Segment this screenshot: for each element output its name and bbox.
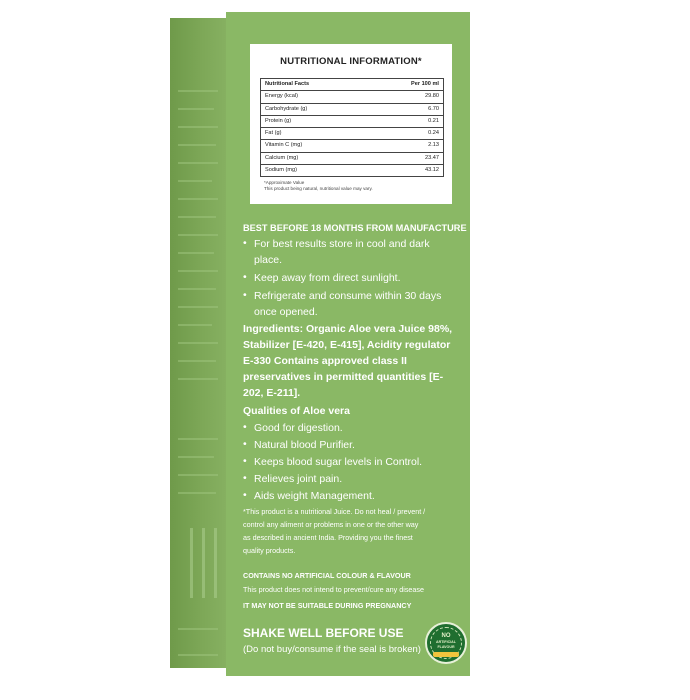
disclaimer-line: *This product is a nutritional Juice. Do not heal / prevent / bbox=[243, 507, 426, 516]
side-text-line bbox=[178, 252, 214, 254]
nutrition-row bbox=[261, 153, 443, 165]
badge-text: ARTIFICIAL bbox=[436, 640, 456, 644]
side-text-line bbox=[178, 288, 216, 290]
side-text-line bbox=[178, 324, 212, 326]
nutrition-value: 0.21 bbox=[428, 117, 439, 124]
storage-bullet: For best results store in cool and dark bbox=[254, 238, 430, 250]
nutrition-value: 6.70 bbox=[428, 105, 439, 112]
bullet-icon: • bbox=[243, 455, 247, 467]
side-text-line bbox=[178, 628, 218, 630]
bullet-icon: • bbox=[243, 421, 247, 433]
nutrition-label: Carbohydrate (g) bbox=[265, 105, 308, 112]
side-text-line bbox=[178, 342, 218, 344]
bullet-icon: • bbox=[243, 289, 247, 301]
nutrition-value: 43.12 bbox=[425, 167, 439, 174]
nutrition-value: 2.13 bbox=[428, 142, 439, 149]
nutrition-header-row bbox=[261, 79, 443, 91]
side-text-line bbox=[178, 306, 218, 308]
quality-item: Good for digestion. bbox=[254, 422, 343, 434]
no-artificial-flavour-badge bbox=[425, 622, 467, 664]
box-side-panel bbox=[170, 18, 226, 668]
ingredients-line: Stabilizer [E-420, E-415], Acidity regulator bbox=[243, 339, 451, 351]
nutrition-value: 29.80 bbox=[425, 93, 439, 100]
side-text-line bbox=[178, 654, 218, 656]
nutrition-row bbox=[261, 104, 443, 116]
quality-item: Keeps blood sugar levels in Control. bbox=[254, 456, 423, 468]
badge-ribbon bbox=[433, 652, 459, 657]
side-text-line bbox=[178, 492, 216, 494]
nutrition-row bbox=[261, 91, 443, 103]
disclaimer-line: control any aliment or problems in one or the other way bbox=[243, 520, 419, 529]
storage-heading: BEST BEFORE 18 MONTHS FROM MANUFACTURE bbox=[243, 223, 467, 233]
side-graphic bbox=[190, 528, 193, 598]
storage-bullet: Keep away from direct sunlight. bbox=[254, 272, 401, 284]
disclaimer-line: quality products. bbox=[243, 546, 296, 555]
side-text-line bbox=[178, 234, 218, 236]
storage-bullet: Refrigerate and consume within 30 days bbox=[254, 290, 442, 302]
nutrition-note-line: *Approximate Value bbox=[264, 180, 305, 185]
nutrition-label: Calcium (mg) bbox=[265, 154, 299, 161]
side-graphic bbox=[202, 528, 205, 598]
quality-item: Relieves joint pain. bbox=[254, 473, 343, 485]
side-text-line bbox=[178, 360, 216, 362]
side-text-line bbox=[178, 474, 218, 476]
ingredients-line: Ingredients: Organic Aloe vera Juice 98%, bbox=[243, 323, 453, 335]
side-text-line bbox=[178, 198, 218, 200]
bullet-icon: • bbox=[243, 489, 247, 501]
nutrition-label: Fat (g) bbox=[265, 130, 282, 137]
bullet-icon: • bbox=[243, 438, 247, 450]
side-text-line bbox=[178, 144, 216, 146]
nutrition-row bbox=[261, 165, 443, 176]
qualities-heading: Qualities of Aloe vera bbox=[243, 405, 350, 417]
nutrition-label: Sodium (mg) bbox=[265, 167, 298, 174]
disclaimer-line: as described in ancient India. Providing you the finest bbox=[243, 533, 413, 542]
claim-no-artificial: CONTAINS NO ARTIFICIAL COLOUR & FLAVOUR bbox=[243, 571, 411, 580]
nutrition-note-line: This product being natural, nutritional value may vary. bbox=[264, 186, 373, 191]
side-text-line bbox=[178, 90, 218, 92]
ingredients-line: E-330 Contains approved class II bbox=[243, 355, 407, 367]
side-text-line bbox=[178, 180, 212, 182]
side-text-line bbox=[178, 108, 214, 110]
ingredients-line: 202, E-211]. bbox=[243, 387, 301, 399]
nutrition-header-right: Per 100 ml bbox=[411, 81, 439, 87]
quality-item: Aids weight Management. bbox=[254, 490, 375, 502]
storage-bullet-cont: once opened. bbox=[254, 306, 318, 318]
nutrition-row bbox=[261, 128, 443, 140]
side-text-line bbox=[178, 438, 218, 440]
nutrition-label: Protein (g) bbox=[265, 117, 292, 124]
ingredients-line: preservatives in permitted quantities [E- bbox=[243, 371, 444, 383]
nutrition-header-left: Nutritional Facts bbox=[265, 81, 310, 87]
nutrition-title: NUTRITIONAL INFORMATION* bbox=[280, 56, 422, 67]
nutrition-label: Vitamin C (mg) bbox=[265, 142, 303, 149]
claim-disease: This product does not intend to prevent/cure any disease bbox=[243, 585, 424, 594]
claim-pregnancy: IT MAY NOT BE SUITABLE DURING PREGNANCY bbox=[243, 601, 412, 610]
nutrition-label: Energy (kcal) bbox=[265, 93, 298, 100]
nutrition-panel bbox=[250, 44, 452, 204]
nutrition-table bbox=[260, 78, 444, 177]
shake-title: SHAKE WELL BEFORE USE bbox=[243, 626, 404, 640]
side-text-line bbox=[178, 456, 214, 458]
badge-text: FLAVOUR bbox=[437, 645, 455, 649]
nutrition-value: 23.47 bbox=[425, 154, 439, 161]
side-text-line bbox=[178, 162, 218, 164]
quality-item: Natural blood Purifier. bbox=[254, 439, 355, 451]
side-text-line bbox=[178, 126, 218, 128]
nutrition-row bbox=[261, 116, 443, 128]
bullet-icon: • bbox=[243, 271, 247, 283]
storage-bullet-cont: place. bbox=[254, 254, 283, 266]
bullet-icon: • bbox=[243, 237, 247, 249]
nutrition-row bbox=[261, 140, 443, 152]
side-text-line bbox=[178, 378, 218, 380]
nutrition-value: 0.24 bbox=[428, 130, 439, 137]
bullet-icon: • bbox=[243, 472, 247, 484]
badge-text: NO bbox=[441, 633, 451, 639]
side-graphic bbox=[214, 528, 217, 598]
side-text-line bbox=[178, 216, 216, 218]
shake-subtitle: (Do not buy/consume if the seal is broken) bbox=[243, 644, 421, 655]
nutrition-note bbox=[264, 180, 444, 192]
side-text-line bbox=[178, 270, 218, 272]
